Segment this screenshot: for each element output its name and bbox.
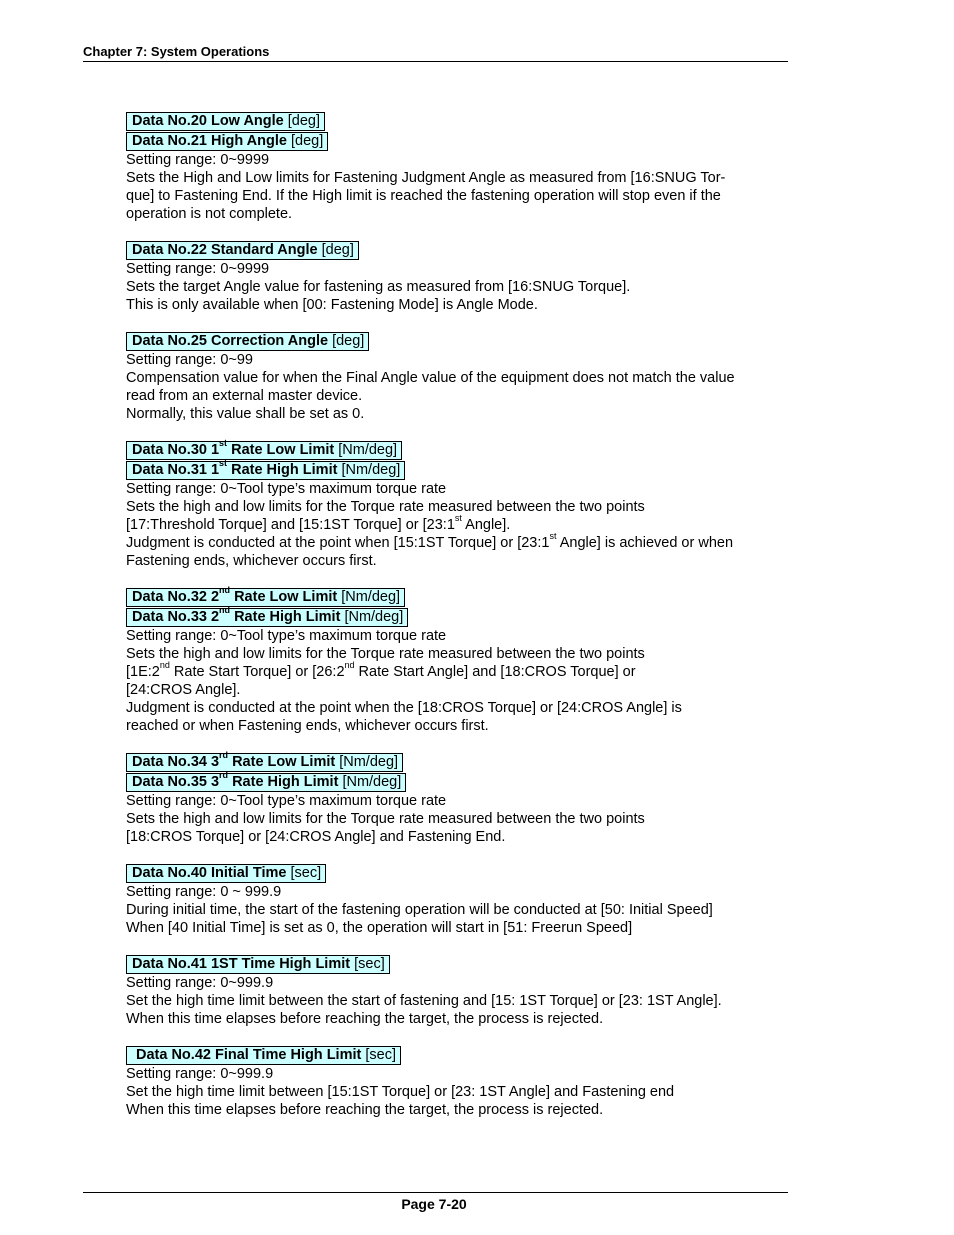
param-name: Data No.40 Initial Time bbox=[132, 865, 287, 881]
param-header-31 bbox=[126, 458, 405, 480]
section-2nd-rate bbox=[126, 585, 788, 735]
page-content bbox=[126, 112, 788, 1137]
param-name-part: Rate Low Limit bbox=[227, 442, 335, 458]
section-1st-rate bbox=[126, 438, 788, 570]
param-unit: [deg] bbox=[286, 133, 324, 149]
param-name-part: Data No.31 1 bbox=[132, 462, 220, 478]
param-unit: [sec] bbox=[350, 956, 385, 972]
param-name bbox=[132, 585, 338, 605]
header-rule bbox=[83, 61, 788, 62]
description-line: Set the high time limit between [15:1ST Torque] or [23: 1ST Angle] and Fastening end bbox=[126, 1084, 675, 1100]
param-name-part: Rate High Limit bbox=[227, 462, 338, 478]
description-line: reached or when Fastening ends, whichever occurs first. bbox=[126, 718, 489, 734]
setting-range: Setting range: 0~Tool type’s maximum torque rate bbox=[126, 628, 447, 644]
param-unit: [Nm/deg] bbox=[337, 462, 401, 478]
description-line: When [40 Initial Time] is set as 0, the operation will start in [51: Freerun Speed] bbox=[126, 920, 633, 936]
ordinal-suffix: st bbox=[454, 513, 462, 524]
param-name-part: Data No.35 3 bbox=[132, 774, 220, 790]
text-part: [17:Threshold Torque] and [15:1ST Torque] or [23:1 bbox=[126, 517, 455, 533]
param-name-part: Data No.33 2 bbox=[132, 609, 220, 625]
page-number: Page 7-20 bbox=[401, 1196, 467, 1212]
setting-range: Setting range: 0~9999 bbox=[126, 152, 270, 168]
param-unit: [Nm/deg] bbox=[334, 442, 398, 458]
param-unit: [sec] bbox=[361, 1047, 396, 1063]
ordinal-suffix: nd bbox=[219, 605, 231, 616]
param-header-32 bbox=[126, 585, 405, 607]
chapter-header: Chapter 7: System Operations bbox=[83, 44, 270, 59]
description-line: Normally, this value shall be set as 0. bbox=[126, 406, 365, 422]
description-line: Compensation value for when the Final Angle value of the equipment does not match the value bbox=[126, 370, 735, 386]
description-line bbox=[126, 513, 788, 534]
ordinal-suffix: rd bbox=[219, 750, 229, 761]
param-name: Data No.42 Final Time High Limit bbox=[136, 1047, 362, 1063]
setting-range: Setting range: 0~999.9 bbox=[126, 1066, 274, 1082]
param-unit: [Nm/deg] bbox=[335, 754, 399, 770]
param-header-20 bbox=[126, 112, 325, 131]
param-name bbox=[132, 605, 341, 625]
section-standard-angle bbox=[126, 241, 788, 314]
param-unit: [Nm/deg] bbox=[338, 774, 402, 790]
description-line: Sets the High and Low limits for Fastening Judgment Angle as measured from [16:SNUG Tor- bbox=[126, 170, 726, 186]
description-line: During initial time, the start of the fastening operation will be conducted at [50: Initial Speed] bbox=[126, 902, 713, 918]
param-unit: [Nm/deg] bbox=[340, 609, 404, 625]
param-unit: [deg] bbox=[328, 333, 365, 349]
ordinal-suffix: nd bbox=[344, 660, 355, 671]
ordinal-suffix: rd bbox=[219, 770, 229, 781]
section-3rd-rate bbox=[126, 750, 788, 846]
param-name: Data No.20 Low Angle bbox=[132, 113, 284, 129]
ordinal-suffix: st bbox=[549, 531, 557, 542]
description-line: This is only available when [00: Fastening Mode] is Angle Mode. bbox=[126, 297, 538, 313]
param-name-part: Data No.34 3 bbox=[132, 754, 220, 770]
param-header-41 bbox=[126, 955, 390, 974]
description-line: Set the high time limit between the start of fastening and [15: 1ST Torque] or [23: 1ST Angle]. bbox=[126, 993, 722, 1009]
param-unit: [deg] bbox=[317, 242, 354, 258]
param-name-part: Rate High Limit bbox=[230, 609, 341, 625]
ordinal-suffix: st bbox=[219, 458, 228, 469]
ordinal-suffix: nd bbox=[219, 585, 231, 596]
param-header-34 bbox=[126, 750, 403, 772]
text-part: Angle] is achieved or when bbox=[556, 535, 734, 551]
param-header-42 bbox=[126, 1046, 401, 1065]
param-name bbox=[132, 458, 338, 478]
text-part: Angle]. bbox=[461, 517, 511, 533]
description-line: [18:CROS Torque] or [24:CROS Angle] and Fastening End. bbox=[126, 829, 506, 845]
text-part: Rate Start Angle] and [18:CROS Torque] or bbox=[354, 664, 636, 680]
param-header-30 bbox=[126, 438, 402, 460]
param-header-22 bbox=[126, 241, 359, 260]
ordinal-suffix: nd bbox=[159, 660, 170, 671]
setting-range: Setting range: 0~999.9 bbox=[126, 975, 274, 991]
param-header-40 bbox=[126, 864, 326, 883]
footer-rule bbox=[83, 1192, 788, 1193]
description-line: When this time elapses before reaching the target, the process is rejected. bbox=[126, 1102, 604, 1118]
description-line: Sets the high and low limits for the Torque rate measured between the two points bbox=[126, 646, 645, 662]
text-part: [1E:2 bbox=[126, 664, 160, 680]
description-line bbox=[126, 531, 788, 552]
param-header-33 bbox=[126, 605, 408, 627]
description-line: [24:CROS Angle]. bbox=[126, 682, 241, 698]
setting-range: Setting range: 0 ~ 999.9 bbox=[126, 884, 282, 900]
description-line: Sets the target Angle value for fastening as measured from [16:SNUG Torque]. bbox=[126, 279, 631, 295]
param-unit: [deg] bbox=[283, 113, 321, 129]
description-line: operation is not complete. bbox=[126, 206, 293, 222]
param-header-25 bbox=[126, 332, 369, 351]
setting-range: Setting range: 0~99 bbox=[126, 352, 253, 368]
param-name bbox=[132, 438, 335, 458]
description-line: Fastening ends, whichever occurs first. bbox=[126, 553, 377, 569]
param-name: Data No.22 Standard Angle bbox=[132, 242, 318, 258]
param-name: Data No.25 Correction Angle bbox=[132, 333, 329, 349]
ordinal-suffix: st bbox=[219, 438, 228, 449]
description-line: Judgment is conducted at the point when the [18:CROS Torque] or [24:CROS Angle] is bbox=[126, 700, 682, 716]
description-line: Sets the high and low limits for the Torque rate measured between the two points bbox=[126, 811, 645, 827]
description-line: read from an external master device. bbox=[126, 388, 363, 404]
param-name-part: Rate High Limit bbox=[228, 774, 339, 790]
section-initial-time bbox=[126, 864, 788, 937]
param-name: Data No.21 High Angle bbox=[132, 133, 287, 149]
param-name-part: Data No.30 1 bbox=[132, 442, 220, 458]
section-correction-angle bbox=[126, 332, 788, 423]
section-1st-time-high-limit bbox=[126, 955, 788, 1028]
param-header-35 bbox=[126, 770, 406, 792]
description-line: que] to Fastening End. If the High limit is reached the fastening operation will stop even if the bbox=[126, 188, 721, 204]
setting-range: Setting range: 0~9999 bbox=[126, 261, 270, 277]
param-name-part: Rate Low Limit bbox=[230, 589, 338, 605]
text-part: Rate Start Torque] or [26:2 bbox=[169, 664, 345, 680]
section-low-high-angle bbox=[126, 112, 788, 223]
param-name-part: Data No.32 2 bbox=[132, 589, 220, 605]
description-line: Sets the high and low limits for the Torque rate measured between the two points bbox=[126, 499, 645, 515]
setting-range: Setting range: 0~Tool type’s maximum torque rate bbox=[126, 793, 447, 809]
param-name bbox=[132, 750, 336, 770]
param-unit: [Nm/deg] bbox=[337, 589, 401, 605]
param-unit: [sec] bbox=[286, 865, 322, 881]
param-name-part: Rate Low Limit bbox=[228, 754, 336, 770]
param-name: Data No.41 1ST Time High Limit bbox=[132, 956, 351, 972]
text-part: Judgment is conducted at the point when [15:1ST Torque] or [23:1 bbox=[126, 535, 550, 551]
setting-range: Setting range: 0~Tool type’s maximum torque rate bbox=[126, 481, 447, 497]
section-final-time-high-limit bbox=[126, 1046, 788, 1119]
param-header-21 bbox=[126, 132, 328, 151]
description-line bbox=[126, 660, 788, 681]
description-line: When this time elapses before reaching the target, the process is rejected. bbox=[126, 1011, 604, 1027]
param-name bbox=[132, 770, 339, 790]
